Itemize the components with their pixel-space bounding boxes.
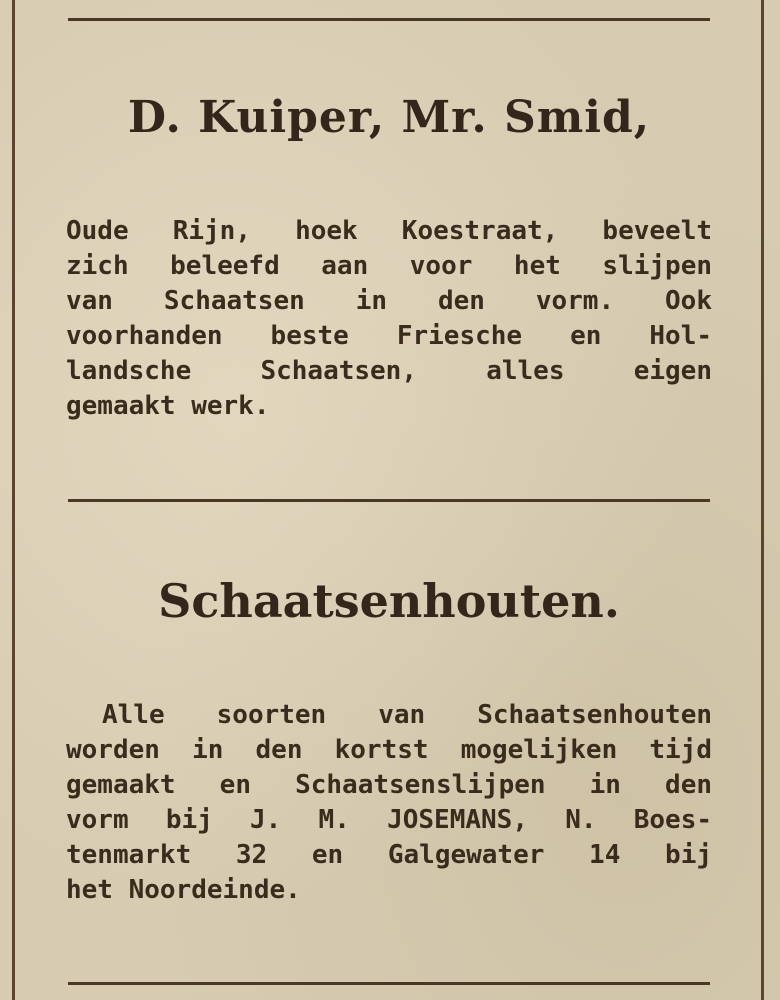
middle-divider — [68, 499, 710, 502]
column-border-left — [12, 0, 15, 1000]
ad2-line: gemaakt en Schaatsenslijpen in den — [66, 770, 712, 800]
bottom-divider — [68, 982, 710, 985]
ad1-line: voorhanden beste Friesche en Hol- — [66, 321, 712, 351]
column-border-right — [761, 0, 764, 1000]
ad2-line: het Noordeinde. — [66, 875, 301, 905]
advertisement-2-headline: Schaatsenhouten. — [158, 574, 620, 628]
ad2-line: vorm bij J. M. JOSEMANS, N. Boes- — [66, 805, 712, 835]
ad1-line: van Schaatsen in den vorm. Ook — [66, 286, 712, 316]
advertisement-2-body — [66, 698, 712, 908]
ad1-line: landsche Schaatsen, alles eigen — [66, 356, 712, 386]
top-divider — [68, 18, 710, 21]
advertisement-1-body — [66, 214, 712, 424]
ad1-line: Oude Rijn, hoek Koestraat, beveelt — [66, 216, 712, 246]
ad1-line: gemaakt werk. — [66, 391, 270, 421]
advertisement-1-headline: D. Kuiper, Mr. Smid, — [127, 92, 651, 143]
ad2-line: Alle soorten van Schaatsenhouten — [102, 700, 712, 730]
ad2-line: tenmarkt 32 en Galgewater 14 bij — [66, 840, 712, 870]
ad1-line: zich beleefd aan voor het slijpen — [66, 251, 712, 281]
ad2-line: worden in den kortst mogelijken tijd — [66, 735, 712, 765]
